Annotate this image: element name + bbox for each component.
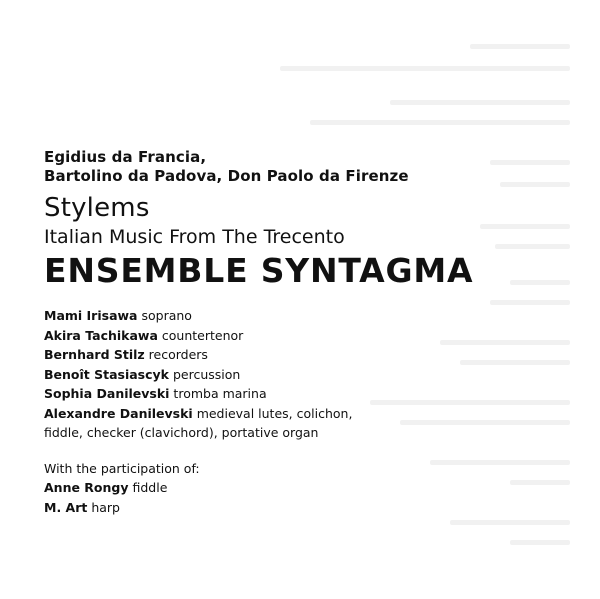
composers-block — [44, 148, 574, 186]
performer-role: countertenor — [157, 327, 244, 343]
performer-list — [44, 306, 574, 443]
composer-line: Bartolino da Padova, Don Paolo da Firenze — [44, 167, 409, 185]
guest-item — [44, 478, 574, 498]
album-subtitle: Italian Music From The Trecento — [44, 226, 345, 248]
guest-item — [44, 498, 574, 518]
guest-role: fiddle — [128, 480, 168, 495]
guest-name: Anne Rongy — [44, 480, 129, 495]
performer-item — [44, 384, 574, 404]
participation-block — [44, 459, 574, 518]
performer-role: recorders — [144, 347, 208, 362]
album-title: Stylems — [44, 193, 150, 223]
ghost-line — [510, 540, 570, 545]
guest-name: M. Art — [44, 499, 88, 515]
ensemble-name: ENSEMBLE SYNTAGMA — [44, 251, 474, 290]
ghost-line — [310, 120, 570, 125]
participation-intro: With the participation of: — [44, 460, 200, 476]
performer-name: Benoît Stasiascyk — [44, 366, 169, 382]
composer-line: Egidius da Francia, — [44, 148, 207, 166]
ghost-line — [450, 520, 570, 525]
ghost-line — [280, 66, 570, 71]
performer-name: Akira Tachikawa — [44, 327, 158, 343]
booklet-page — [44, 148, 574, 517]
performer-name: Alexandre Danilevski — [44, 405, 193, 421]
ghost-line — [390, 100, 570, 105]
performer-item — [44, 306, 574, 326]
guest-role: harp — [87, 499, 120, 515]
performer-name: Sophia Danilevski — [44, 386, 170, 401]
ghost-line — [470, 44, 570, 49]
performer-role: tromba marina — [169, 386, 267, 401]
performer-role: medieval lutes, colichon, fiddle, checker (clavichord), portative organ — [44, 405, 353, 440]
performer-name: Bernhard Stilz — [44, 347, 145, 362]
performer-item — [44, 404, 374, 443]
performer-item — [44, 345, 574, 365]
performer-item — [44, 365, 574, 385]
performer-name: Mami Irisawa — [44, 308, 138, 323]
performer-item — [44, 326, 574, 346]
performer-role: percussion — [169, 366, 241, 382]
performer-role: soprano — [137, 308, 192, 323]
